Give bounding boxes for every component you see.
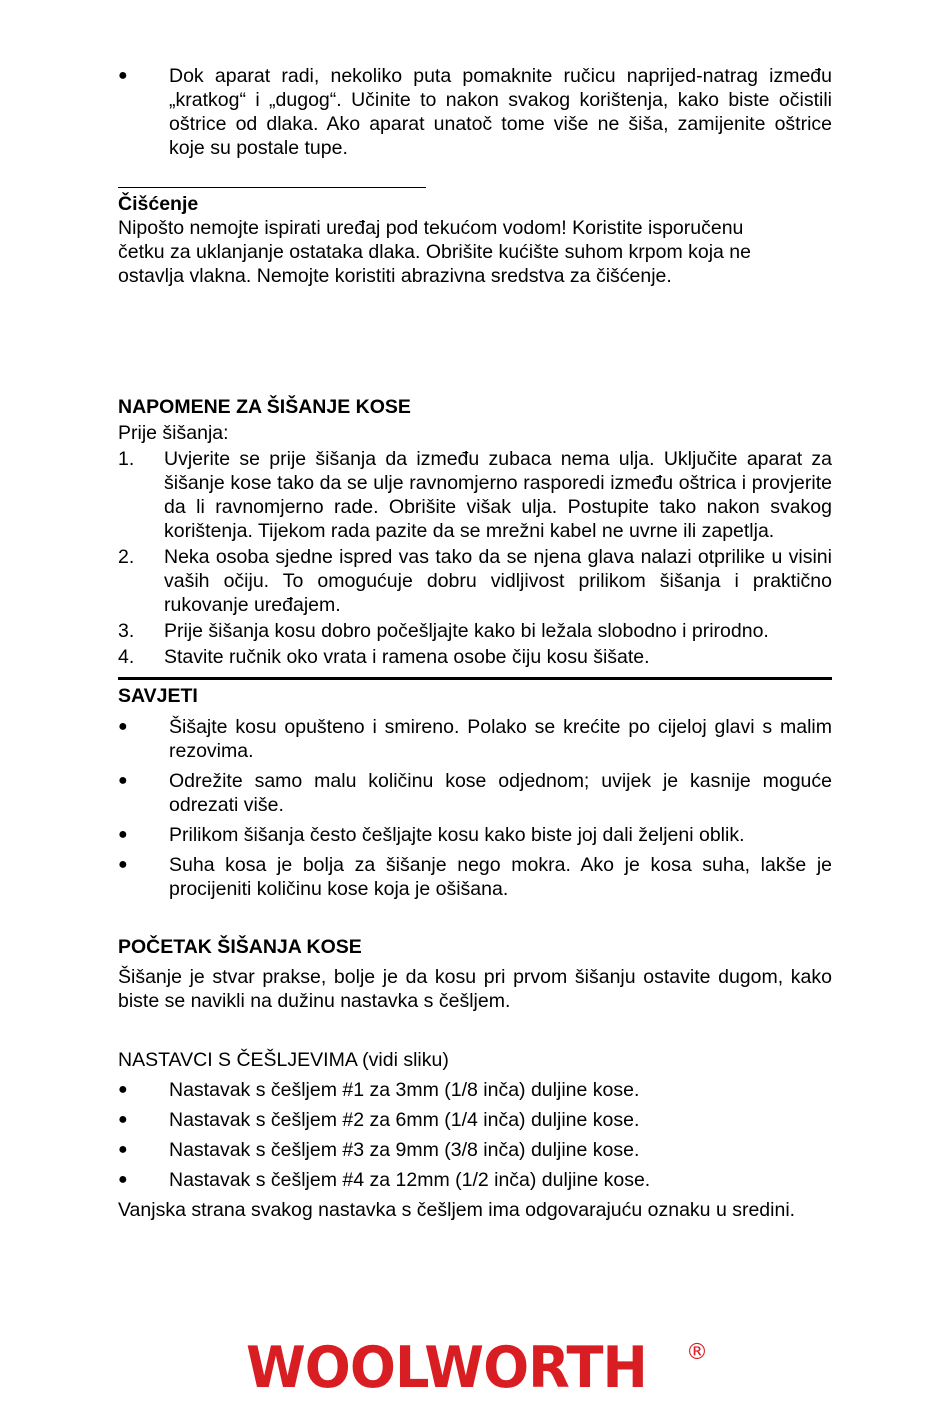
tip-text: Suha kosa je bolja za šišanje nego mokra. Ako je kosa suha, lakše je procijeniti količinu kose koja je ošišana. bbox=[169, 854, 832, 900]
tip-text: Odrežite samo malu količinu kose odjednom; uvijek je kasnije moguće odrezati više. bbox=[169, 770, 832, 816]
numbered-item bbox=[118, 447, 832, 543]
item-text: Neka osoba sjedne ispred vas tako da se njena glava nalazi otprilike u visini vaših očiju. To omogućuje dobru vidljivost prilikom šišanja i praktično rukovanje uređajem. bbox=[164, 546, 832, 616]
intro-line: koje su postale tupe. bbox=[169, 137, 348, 159]
item-number: 2. bbox=[118, 546, 135, 568]
tip-item bbox=[118, 853, 832, 901]
attachment-text: Nastavak s češljem #4 za 12mm (1/2 inča) duljine kose. bbox=[169, 1169, 651, 1191]
intro-line: oštrice od dlaka. Ako aparat unatoč tome više ne šiša, zamijenite oštrice bbox=[169, 113, 832, 135]
start-title: POČETAK ŠIŠANJA KOSE bbox=[118, 936, 362, 958]
notes-subtitle: Prije šišanja: bbox=[118, 422, 229, 444]
notes-title: NAPOMENE ZA ŠIŠANJE KOSE bbox=[118, 396, 411, 418]
tip-item bbox=[118, 823, 832, 847]
bullet-icon: ● bbox=[118, 772, 128, 789]
bullet-icon: ● bbox=[118, 67, 128, 84]
cleaning-line: ostavlja vlakna. Nemojte koristiti abrazivna sredstva za čišćenje. bbox=[118, 265, 672, 287]
attachments-footer-text: Vanjska strana svakog nastavka s češljem ima odgovarajuću oznaku u sredini. bbox=[118, 1199, 796, 1221]
section-divider-thick bbox=[118, 677, 832, 680]
woolworth-logo bbox=[246, 1335, 716, 1401]
section-divider bbox=[118, 187, 426, 188]
attachment-item bbox=[118, 1078, 832, 1102]
attachment-text: Nastavak s češljem #3 za 9mm (3/8 inča) duljine kose. bbox=[169, 1139, 640, 1161]
item-number: 3. bbox=[118, 620, 135, 642]
cleaning-line: četku za uklanjanje ostataka dlaka. Obrišite kućište suhom krpom koja ne bbox=[118, 241, 751, 263]
logo-wordmark: WOOLWORTH bbox=[246, 1335, 647, 1401]
tip-text: Šišajte kosu opušteno i smireno. Polako se krećite po cijeloj glavi s malim rezovima. bbox=[169, 716, 832, 762]
attachment-item bbox=[118, 1138, 832, 1162]
bullet-icon: ● bbox=[118, 1171, 128, 1188]
numbered-item bbox=[118, 619, 832, 643]
registered-mark-icon: ® bbox=[686, 1340, 708, 1365]
item-number: 1. bbox=[118, 448, 135, 470]
attachments-title: NASTAVCI S ČEŠLJEVIMA (vidi sliku) bbox=[118, 1049, 449, 1071]
bullet-icon: ● bbox=[118, 1081, 128, 1098]
attachment-text: Nastavak s češljem #2 za 6mm (1/4 inča) duljine kose. bbox=[169, 1109, 640, 1131]
numbered-item bbox=[118, 545, 832, 617]
bullet-icon: ● bbox=[118, 1141, 128, 1158]
item-text: Prije šišanja kosu dobro počešljajte kako bi ležala slobodno i prirodno. bbox=[164, 620, 769, 642]
item-text: Stavite ručnik oko vrata i ramena osobe čiju kosu šišate. bbox=[164, 646, 650, 668]
cleaning-line: Nipošto nemojte ispirati uređaj pod tekućom vodom! Koristite isporučenu bbox=[118, 217, 744, 239]
intro-line: Dok aparat radi, nekoliko puta pomaknite ručicu naprijed-natrag između bbox=[169, 65, 832, 87]
attachment-item bbox=[118, 1108, 832, 1132]
intro-line: „kratkog“ i „dugog“. Učinite to nakon svakog korištenja, kako biste očistili bbox=[169, 89, 832, 111]
tip-item bbox=[118, 769, 832, 817]
item-text: Uvjerite se prije šišanja da između zubaca nema ulja. Uključite aparat za šišanje kose tako da se ulje ravnomjerno rasporedi između oštrica i provjerite da li ravnomjerno rade. Obrišite višak ulja. Postupite tako nakon svakog korištenja. Tijekom rada pazite da se mrežni kabel ne uvrne ili zapetlja. bbox=[164, 448, 832, 542]
attachment-item bbox=[118, 1168, 832, 1192]
tips-title: SAVJETI bbox=[118, 685, 198, 707]
bullet-icon: ● bbox=[118, 856, 128, 873]
cleaning-title: Čišćenje bbox=[118, 193, 199, 215]
bullet-icon: ● bbox=[118, 826, 128, 843]
bullet-icon: ● bbox=[118, 718, 128, 735]
bullet-icon: ● bbox=[118, 1111, 128, 1128]
numbered-item bbox=[118, 645, 832, 669]
attachment-text: Nastavak s češljem #1 za 3mm (1/8 inča) duljine kose. bbox=[169, 1079, 640, 1101]
item-number: 4. bbox=[118, 646, 135, 668]
intro-bullet-item bbox=[118, 64, 832, 160]
start-text: Šišanje je stvar prakse, bolje je da kosu pri prvom šišanju ostavite dugom, kako biste se navikli na dužinu nastavka s češljem. bbox=[118, 966, 832, 1012]
tip-text: Prilikom šišanja često češljajte kosu kako biste joj dali željeni oblik. bbox=[169, 824, 745, 846]
document-page bbox=[118, 64, 832, 1222]
tip-item bbox=[118, 715, 832, 763]
